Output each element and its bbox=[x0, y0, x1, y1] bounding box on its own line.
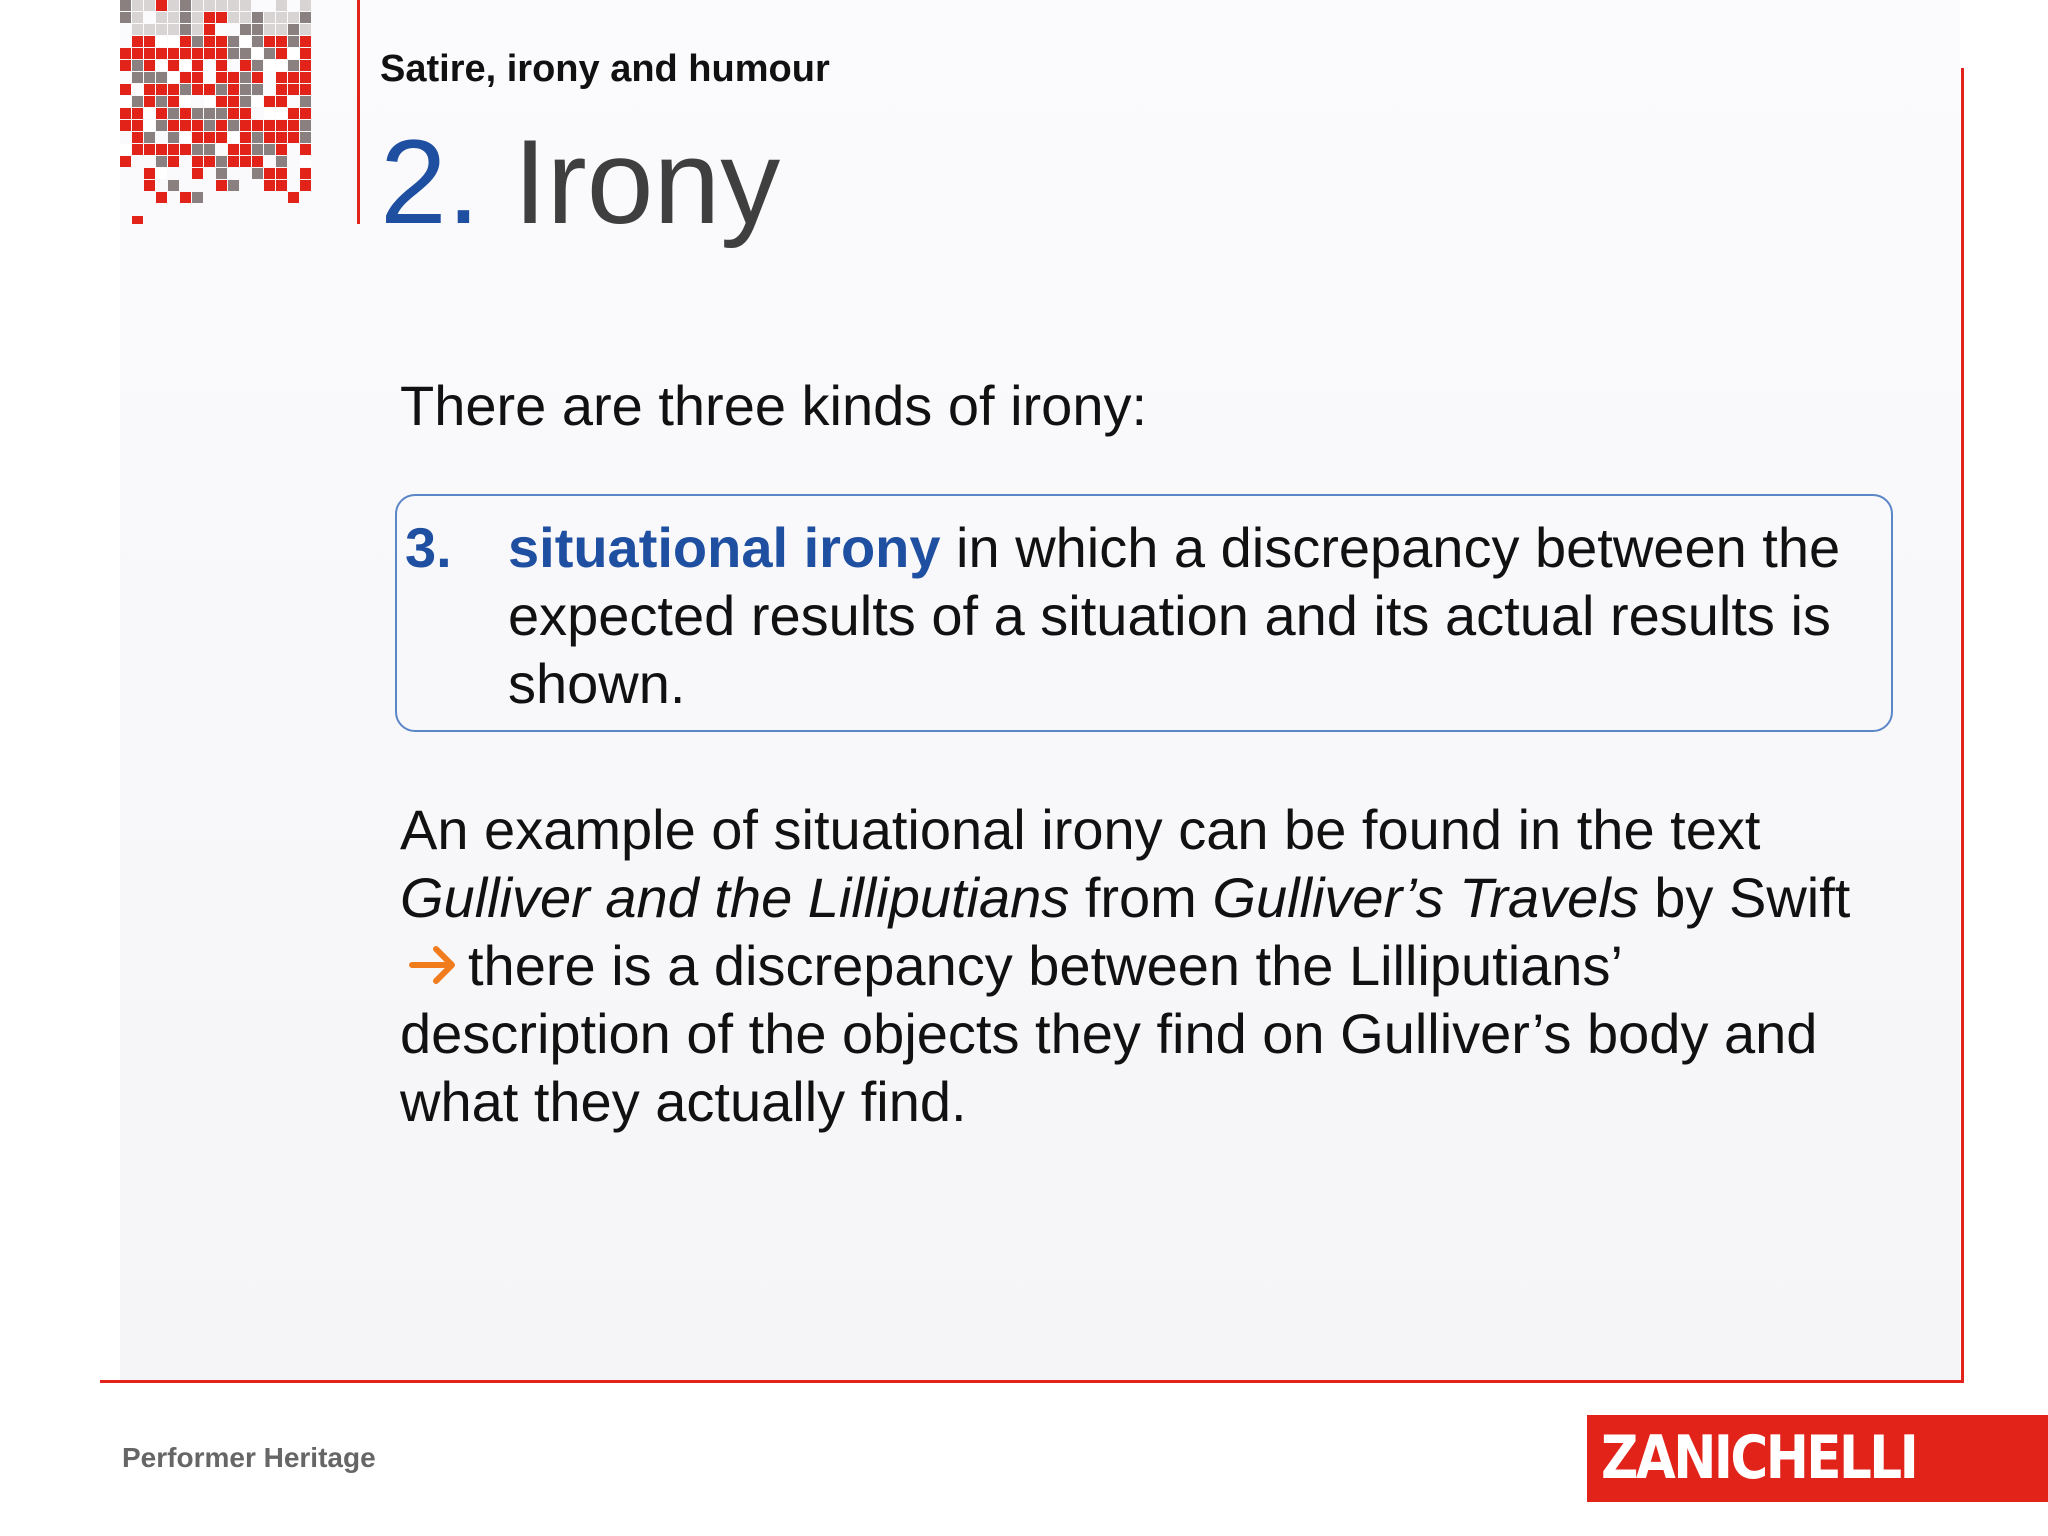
mosaic-cell bbox=[180, 12, 191, 23]
mosaic-cell bbox=[288, 36, 299, 47]
mosaic-cell bbox=[264, 180, 275, 191]
mosaic-cell bbox=[204, 132, 215, 143]
mosaic-cell bbox=[204, 84, 215, 95]
mosaic-cell bbox=[252, 120, 263, 131]
mosaic-cell bbox=[264, 60, 275, 71]
mosaic-cell bbox=[216, 84, 227, 95]
mosaic-cell bbox=[144, 60, 155, 71]
mosaic-cell bbox=[180, 84, 191, 95]
mosaic-cell bbox=[228, 0, 239, 11]
mosaic-cell bbox=[180, 96, 191, 107]
mosaic-cell bbox=[300, 108, 311, 119]
mosaic-cell bbox=[192, 0, 203, 11]
mosaic-cell bbox=[192, 156, 203, 167]
mosaic-cell bbox=[228, 48, 239, 59]
mosaic-cell bbox=[276, 72, 287, 83]
mosaic-cell bbox=[300, 132, 311, 143]
mosaic-cell bbox=[168, 60, 179, 71]
mosaic-cell bbox=[204, 24, 215, 35]
mosaic-cell bbox=[192, 48, 203, 59]
mosaic-cell bbox=[276, 12, 287, 23]
mosaic-cell bbox=[228, 180, 239, 191]
mosaic-cell bbox=[204, 36, 215, 47]
mosaic-cell bbox=[288, 120, 299, 131]
title-text: Irony bbox=[513, 115, 781, 249]
mosaic-cell bbox=[252, 168, 263, 179]
mosaic-cell bbox=[132, 132, 143, 143]
mosaic-cell bbox=[216, 156, 227, 167]
mosaic-cell bbox=[240, 144, 251, 155]
mosaic-cell bbox=[300, 144, 311, 155]
mosaic-cell bbox=[180, 48, 191, 59]
mosaic-cell bbox=[228, 72, 239, 83]
mosaic-cell bbox=[288, 192, 299, 203]
mosaic-cell bbox=[204, 144, 215, 155]
mosaic-cell bbox=[228, 84, 239, 95]
page-title bbox=[380, 112, 780, 252]
mosaic-cell bbox=[168, 180, 179, 191]
mosaic-cell bbox=[240, 36, 251, 47]
mosaic-cell bbox=[144, 48, 155, 59]
mosaic-cell bbox=[144, 108, 155, 119]
mosaic-cell bbox=[180, 144, 191, 155]
mosaic-cell bbox=[240, 48, 251, 59]
mosaic-cell bbox=[132, 108, 143, 119]
mosaic-cell bbox=[216, 180, 227, 191]
mosaic-cell bbox=[192, 108, 203, 119]
mosaic-cell bbox=[288, 24, 299, 35]
example-part-2: from bbox=[1069, 866, 1213, 929]
mosaic-cell bbox=[240, 108, 251, 119]
mosaic-cell bbox=[168, 132, 179, 143]
mosaic-cell bbox=[288, 108, 299, 119]
mosaic-cell bbox=[228, 36, 239, 47]
mosaic-cell bbox=[168, 84, 179, 95]
mosaic-cell bbox=[216, 108, 227, 119]
mosaic-cell bbox=[252, 24, 263, 35]
mosaic-cell bbox=[276, 48, 287, 59]
mosaic-cell bbox=[156, 108, 167, 119]
mosaic-cell bbox=[204, 156, 215, 167]
section-label: Satire, irony and humour bbox=[380, 48, 830, 90]
mosaic-cell bbox=[240, 156, 251, 167]
mosaic-cell bbox=[192, 192, 203, 203]
mosaic-cell bbox=[120, 108, 131, 119]
mosaic-cell bbox=[180, 60, 191, 71]
mosaic-cell bbox=[300, 72, 311, 83]
mosaic-cell bbox=[168, 48, 179, 59]
mosaic-cell bbox=[240, 84, 251, 95]
mosaic-cell bbox=[144, 36, 155, 47]
mosaic-cell bbox=[192, 132, 203, 143]
mosaic-cell bbox=[168, 24, 179, 35]
mosaic-cell bbox=[132, 48, 143, 59]
mosaic-cell bbox=[276, 84, 287, 95]
mosaic-cell bbox=[300, 156, 311, 167]
mosaic-cell bbox=[120, 60, 131, 71]
mosaic-cell bbox=[240, 60, 251, 71]
mosaic-cell bbox=[120, 12, 131, 23]
mosaic-cell bbox=[120, 156, 131, 167]
mosaic-cell bbox=[192, 84, 203, 95]
bottom-border-line bbox=[100, 1380, 1964, 1383]
mosaic-cell bbox=[252, 96, 263, 107]
mosaic-cell bbox=[216, 96, 227, 107]
mosaic-cell bbox=[300, 36, 311, 47]
mosaic-cell bbox=[276, 120, 287, 131]
definition-text bbox=[508, 514, 1878, 718]
mosaic-cell bbox=[216, 120, 227, 131]
mosaic-cell bbox=[120, 120, 131, 131]
mosaic-cell bbox=[120, 96, 131, 107]
mosaic-cell bbox=[168, 12, 179, 23]
mosaic-cell bbox=[192, 120, 203, 131]
mosaic-cell bbox=[276, 132, 287, 143]
definition-body: in which a discrepancy between the expected results of a situation and its actual results is shown. bbox=[508, 516, 1841, 715]
mosaic-cell bbox=[252, 72, 263, 83]
mosaic-cell bbox=[252, 144, 263, 155]
mosaic-cell bbox=[240, 120, 251, 131]
mosaic-cell bbox=[264, 36, 275, 47]
mosaic-cell bbox=[144, 120, 155, 131]
mosaic-cell bbox=[216, 48, 227, 59]
mosaic-cell bbox=[228, 12, 239, 23]
mosaic-cell bbox=[144, 24, 155, 35]
mosaic-cell bbox=[252, 156, 263, 167]
mosaic-cell bbox=[132, 12, 143, 23]
mosaic-cell bbox=[300, 48, 311, 59]
mosaic-cell bbox=[276, 36, 287, 47]
mosaic-cell bbox=[276, 108, 287, 119]
mosaic-cell bbox=[120, 144, 131, 155]
mosaic-cell bbox=[264, 144, 275, 155]
mosaic-cell bbox=[192, 60, 203, 71]
publisher-logo bbox=[1587, 1415, 2048, 1502]
mosaic-cell bbox=[132, 72, 143, 83]
definition-term: situational irony bbox=[508, 516, 941, 579]
mosaic-cell bbox=[264, 132, 275, 143]
mosaic-cell bbox=[288, 132, 299, 143]
mosaic-cell bbox=[288, 12, 299, 23]
pixel-mosaic-logo-icon bbox=[120, 0, 312, 224]
mosaic-cell bbox=[240, 96, 251, 107]
example-work-1: Gulliver and the Lilliputians bbox=[400, 866, 1070, 929]
mosaic-cell bbox=[156, 36, 167, 47]
mosaic-cell bbox=[252, 60, 263, 71]
mosaic-cell bbox=[156, 84, 167, 95]
mosaic-cell bbox=[288, 60, 299, 71]
mosaic-cell bbox=[144, 180, 155, 191]
mosaic-cell bbox=[264, 96, 275, 107]
mosaic-cell bbox=[204, 120, 215, 131]
mosaic-cell bbox=[216, 12, 227, 23]
mosaic-cell bbox=[204, 12, 215, 23]
mosaic-cell bbox=[216, 168, 227, 179]
mosaic-cell bbox=[204, 108, 215, 119]
mosaic-cell bbox=[276, 156, 287, 167]
mosaic-cell bbox=[228, 132, 239, 143]
mosaic-cell bbox=[180, 24, 191, 35]
mosaic-cell bbox=[156, 168, 167, 179]
example-part-1: An example of situational irony can be found in the text bbox=[400, 798, 1761, 861]
mosaic-cell bbox=[252, 36, 263, 47]
mosaic-cell bbox=[156, 96, 167, 107]
title-number: 2. bbox=[380, 115, 481, 249]
mosaic-cell bbox=[156, 24, 167, 35]
intro-text: There are three kinds of irony: bbox=[400, 374, 1148, 437]
mosaic-cell bbox=[264, 24, 275, 35]
mosaic-cell bbox=[132, 216, 143, 224]
mosaic-cell bbox=[132, 36, 143, 47]
mosaic-cell bbox=[156, 192, 167, 203]
mosaic-cell bbox=[180, 72, 191, 83]
mosaic-cell bbox=[120, 0, 131, 11]
mosaic-cell bbox=[192, 72, 203, 83]
mosaic-cell bbox=[156, 48, 167, 59]
mosaic-cell bbox=[144, 84, 155, 95]
mosaic-cell bbox=[132, 60, 143, 71]
mosaic-cell bbox=[204, 96, 215, 107]
publisher-logo-text: ZANICHELLI bbox=[1601, 1423, 1917, 1493]
mosaic-cell bbox=[240, 72, 251, 83]
mosaic-cell bbox=[276, 60, 287, 71]
mosaic-cell bbox=[132, 24, 143, 35]
mosaic-cell bbox=[264, 48, 275, 59]
mosaic-cell bbox=[300, 96, 311, 107]
header-divider-line bbox=[357, 0, 360, 224]
mosaic-cell bbox=[240, 0, 251, 11]
mosaic-cell bbox=[252, 132, 263, 143]
mosaic-cell bbox=[144, 96, 155, 107]
mosaic-cell bbox=[288, 72, 299, 83]
mosaic-cell bbox=[204, 48, 215, 59]
mosaic-cell bbox=[228, 144, 239, 155]
mosaic-cell bbox=[276, 0, 287, 11]
mosaic-cell bbox=[168, 0, 179, 11]
example-work-2: Gulliver’s Travels bbox=[1212, 866, 1639, 929]
mosaic-cell bbox=[144, 132, 155, 143]
mosaic-cell bbox=[276, 168, 287, 179]
mosaic-cell bbox=[132, 0, 143, 11]
mosaic-cell bbox=[180, 36, 191, 47]
mosaic-cell bbox=[132, 96, 143, 107]
mosaic-cell bbox=[156, 156, 167, 167]
mosaic-cell bbox=[192, 144, 203, 155]
mosaic-cell bbox=[216, 60, 227, 71]
mosaic-cell bbox=[240, 12, 251, 23]
mosaic-cell bbox=[228, 108, 239, 119]
mosaic-cell bbox=[276, 24, 287, 35]
mosaic-cell bbox=[228, 96, 239, 107]
mosaic-cell bbox=[300, 84, 311, 95]
mosaic-cell bbox=[264, 12, 275, 23]
mosaic-cell bbox=[156, 72, 167, 83]
right-border-line bbox=[1961, 68, 1964, 1382]
mosaic-cell bbox=[216, 36, 227, 47]
mosaic-cell bbox=[192, 168, 203, 179]
mosaic-cell bbox=[168, 156, 179, 167]
footer-series-label: Performer Heritage bbox=[122, 1442, 376, 1473]
mosaic-cell bbox=[300, 0, 311, 11]
mosaic-cell bbox=[240, 132, 251, 143]
example-part-4: there is a discrepancy between the Lilliputians’ description of the objects they find on Gulliver’s body and what they actually find. bbox=[400, 934, 1818, 1133]
mosaic-cell bbox=[156, 0, 167, 11]
mosaic-cell bbox=[276, 144, 287, 155]
mosaic-cell bbox=[180, 108, 191, 119]
mosaic-cell bbox=[288, 48, 299, 59]
mosaic-cell bbox=[168, 36, 179, 47]
mosaic-cell bbox=[300, 24, 311, 35]
mosaic-cell bbox=[168, 72, 179, 83]
mosaic-cell bbox=[264, 168, 275, 179]
mosaic-cell bbox=[216, 0, 227, 11]
mosaic-cell bbox=[264, 108, 275, 119]
mosaic-cell bbox=[252, 84, 263, 95]
mosaic-cell bbox=[204, 0, 215, 11]
mosaic-cell bbox=[132, 144, 143, 155]
example-part-3: by Swift bbox=[1638, 866, 1851, 929]
example-paragraph bbox=[400, 796, 1900, 1136]
mosaic-cell bbox=[252, 48, 263, 59]
mosaic-cell bbox=[276, 96, 287, 107]
mosaic-cell bbox=[228, 120, 239, 131]
mosaic-cell bbox=[288, 84, 299, 95]
mosaic-cell bbox=[144, 144, 155, 155]
mosaic-cell bbox=[120, 84, 131, 95]
mosaic-cell bbox=[240, 24, 251, 35]
list-item-number: 3. bbox=[405, 516, 452, 579]
mosaic-cell bbox=[168, 120, 179, 131]
mosaic-cell bbox=[300, 180, 311, 191]
mosaic-cell bbox=[216, 72, 227, 83]
mosaic-cell bbox=[132, 120, 143, 131]
mosaic-cell bbox=[120, 48, 131, 59]
mosaic-cell bbox=[156, 120, 167, 131]
mosaic-cell bbox=[192, 12, 203, 23]
mosaic-cell bbox=[300, 12, 311, 23]
mosaic-cell bbox=[300, 168, 311, 179]
mosaic-cell bbox=[168, 96, 179, 107]
mosaic-cell bbox=[156, 60, 167, 71]
mosaic-cell bbox=[228, 156, 239, 167]
mosaic-cell bbox=[264, 120, 275, 131]
mosaic-cell bbox=[300, 60, 311, 71]
mosaic-cell bbox=[216, 132, 227, 143]
mosaic-cell bbox=[192, 24, 203, 35]
mosaic-cell bbox=[180, 120, 191, 131]
mosaic-cell bbox=[156, 144, 167, 155]
mosaic-cell bbox=[144, 72, 155, 83]
mosaic-cell bbox=[156, 12, 167, 23]
mosaic-cell bbox=[276, 180, 287, 191]
mosaic-cell bbox=[168, 144, 179, 155]
mosaic-cell bbox=[144, 168, 155, 179]
arrow-right-icon bbox=[408, 943, 460, 987]
mosaic-cell bbox=[300, 120, 311, 131]
mosaic-cell bbox=[192, 36, 203, 47]
mosaic-cell bbox=[180, 0, 191, 11]
mosaic-cell bbox=[180, 192, 191, 203]
mosaic-cell bbox=[180, 132, 191, 143]
mosaic-cell bbox=[252, 12, 263, 23]
mosaic-cell bbox=[168, 108, 179, 119]
mosaic-cell bbox=[144, 0, 155, 11]
